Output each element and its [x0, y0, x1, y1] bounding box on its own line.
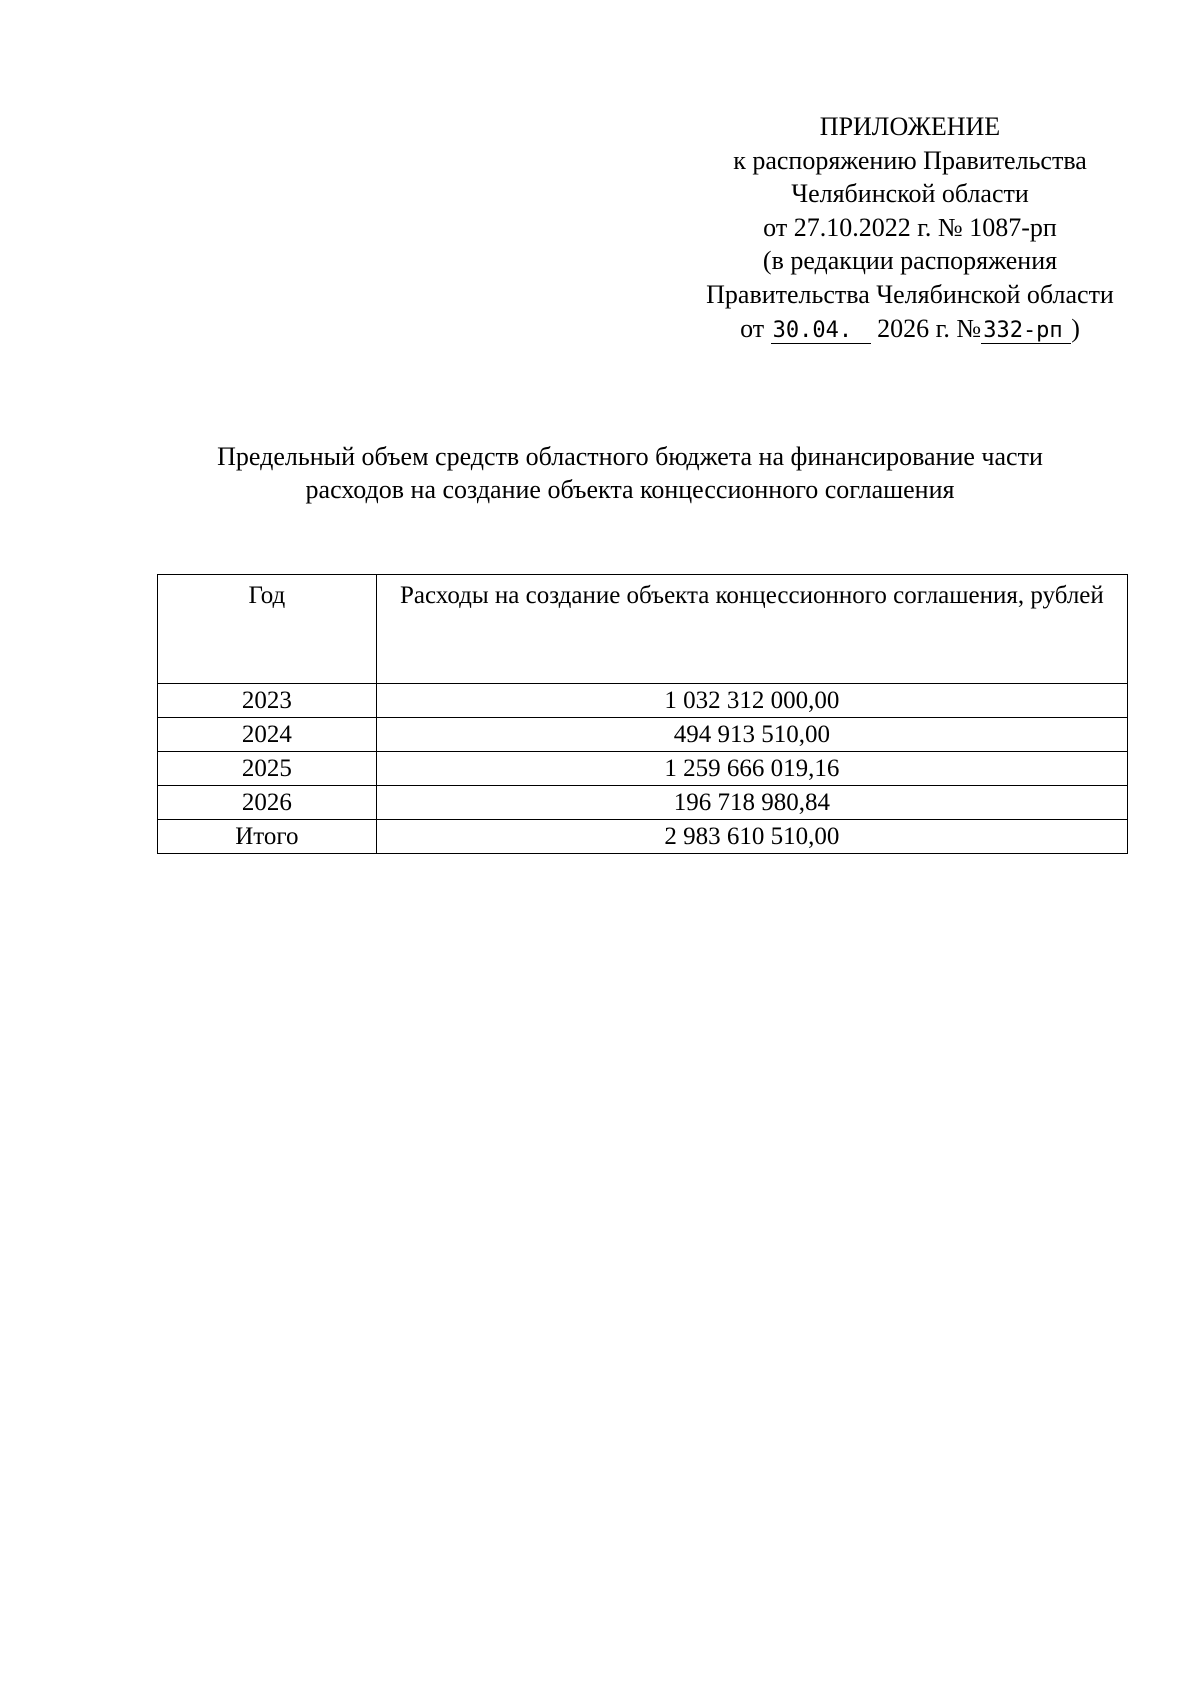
- amount-cell: 196 718 980,84: [376, 786, 1127, 820]
- amount-cell: 1 032 312 000,00: [376, 684, 1127, 718]
- year-cell: 2025: [158, 752, 377, 786]
- table-row: [158, 684, 1128, 718]
- document-title-line-1: Предельный объем средств областного бюджета на финансирование части: [217, 442, 1043, 471]
- table-total-row: [158, 820, 1128, 854]
- column-header-year: Год: [158, 575, 377, 684]
- appendix-line-5: Правительства Челябинской области: [706, 279, 1114, 309]
- document-title: [150, 440, 1110, 506]
- year-cell: 2026: [158, 786, 377, 820]
- appendix-line-3: от 27.10.2022 г. № 1087-рп: [763, 212, 1057, 242]
- appendix-line-1: к распоряжению Правительства: [733, 145, 1087, 175]
- total-amount-cell: 2 983 610 510,00: [376, 820, 1127, 854]
- appendix-header: [640, 110, 1180, 345]
- table-row: [158, 752, 1128, 786]
- table-header-row: [158, 575, 1128, 684]
- budget-table: [157, 574, 1128, 854]
- appendix-line-6-suffix: ): [1071, 313, 1080, 343]
- document-title-line-2: расходов на создание объекта концессионного соглашения: [305, 475, 955, 504]
- total-label-cell: Итого: [158, 820, 377, 854]
- filled-number: 332-рп: [981, 319, 1071, 344]
- appendix-line-4: (в редакции распоряжения: [762, 246, 1058, 276]
- year-cell: 2024: [158, 718, 377, 752]
- appendix-title: ПРИЛОЖЕНИЕ: [819, 112, 1001, 141]
- table-row: [158, 718, 1128, 752]
- appendix-line-6-middle: 2026 г. №: [877, 313, 982, 343]
- amount-cell: 1 259 666 019,16: [376, 752, 1127, 786]
- table-row: [158, 786, 1128, 820]
- amount-cell: 494 913 510,00: [376, 718, 1127, 752]
- appendix-line-2: Челябинской области: [791, 179, 1029, 209]
- appendix-line-6-prefix: от: [740, 313, 765, 343]
- column-header-amount: Расходы на создание объекта концессионного соглашения, рублей: [376, 575, 1127, 684]
- year-cell: 2023: [158, 684, 377, 718]
- filled-date: 30.04.: [771, 319, 871, 344]
- appendix-line-6: [640, 312, 1180, 346]
